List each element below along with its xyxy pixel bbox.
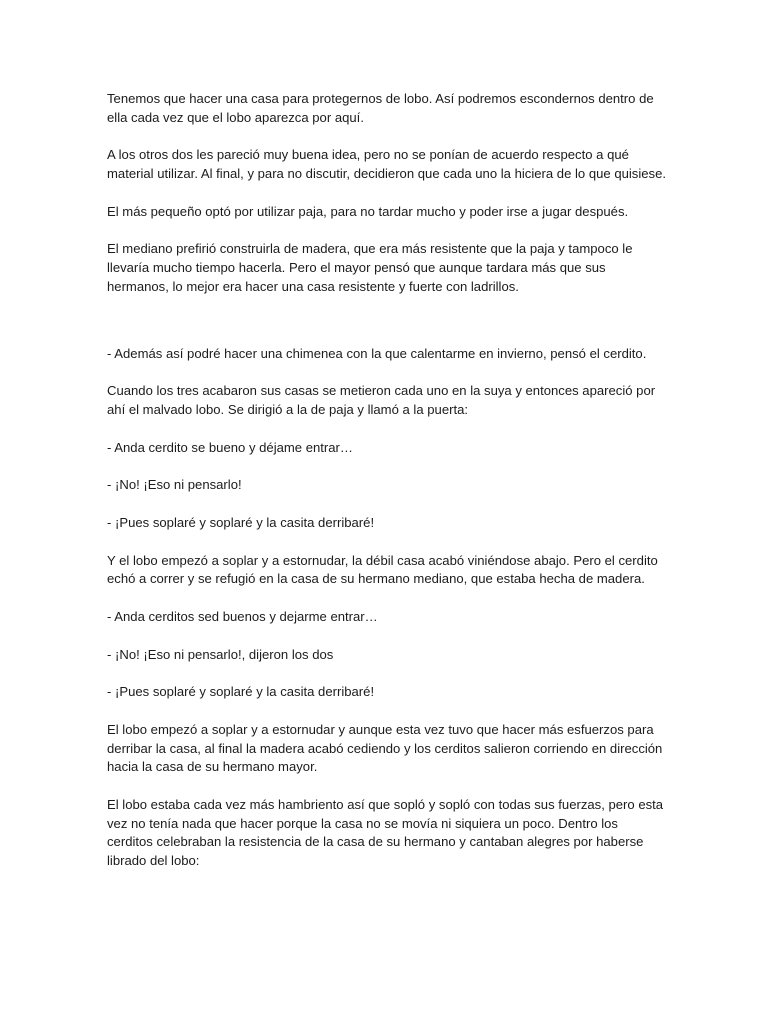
dialogue-line: - ¡Pues soplaré y soplaré y la casita derribaré! — [107, 514, 375, 530]
dialogue-line: - ¡No! ¡Eso ni pensarlo!, dijeron los dos — [107, 646, 334, 662]
paragraph: - Además así podré hacer una chimenea con la que calentarme en invierno, pensó el cerdito. — [107, 345, 647, 361]
paragraph: El más pequeño optó por utilizar paja, para no tardar mucho y poder irse a jugar después. — [107, 203, 629, 219]
paragraph: El lobo estaba cada vez más hambriento así que sopló y sopló con todas sus fuerzas, pero esta vez no tenía nada que hacer porque la casa no se movía ni siquiera un poco. Dentro los cerditos celebraban la resistencia de la casa de su hermano y cantaban alegres por haberse librado del lobo: — [107, 796, 664, 869]
dialogue-line: - ¡No! ¡Eso ni pensarlo! — [107, 477, 242, 493]
paragraph: A los otros dos les pareció muy buena idea, pero no se ponían de acuerdo respecto a qué material utilizar. Al final, y para no discutir, decidieron que cada uno la hiciera de lo que quisiese. — [107, 147, 666, 182]
paragraph: Tenemos que hacer una casa para protegernos de lobo. Así podremos escondernos dentro de ella cada vez que el lobo aparezca por aquí. — [107, 91, 654, 125]
dialogue-line: - ¡Pues soplaré y soplaré y la casita derribaré! — [107, 684, 375, 700]
paragraph: El lobo empezó a soplar y a estornudar y aunque esta vez tuvo que hacer más esfuerzos para derribar la casa, al final la madera acabó cediendo y los cerditos salieron corriendo en dirección hacia la casa de su hermano mayor. — [107, 721, 663, 775]
paragraph: Cuando los tres acabaron sus casas se metieron cada uno en la suya y entonces apareció por ahí el malvado lobo. Se dirigió a la de paja y llamó a la puerta: — [107, 383, 656, 418]
paragraph: Y el lobo empezó a soplar y a estornudar, la débil casa acabó viniéndose abajo. Pero el cerdito echó a correr y se refugió en la casa de su hermano mediano, que estaba hecha de madera. — [107, 552, 658, 587]
dialogue-line: - Anda cerditos sed buenos y dejarme entrar… — [107, 608, 378, 624]
dialogue-line: - Anda cerdito se bueno y déjame entrar… — [107, 439, 354, 455]
document-body — [107, 90, 667, 890]
paragraph: El mediano prefirió construirla de madera, que era más resistente que la paja y tampoco le llevaría mucho tiempo hacerla. Pero el mayor pensó que aunque tardara más que sus hermanos, lo mejor era hacer una casa resistente y fuerte con ladrillos. — [107, 241, 633, 294]
